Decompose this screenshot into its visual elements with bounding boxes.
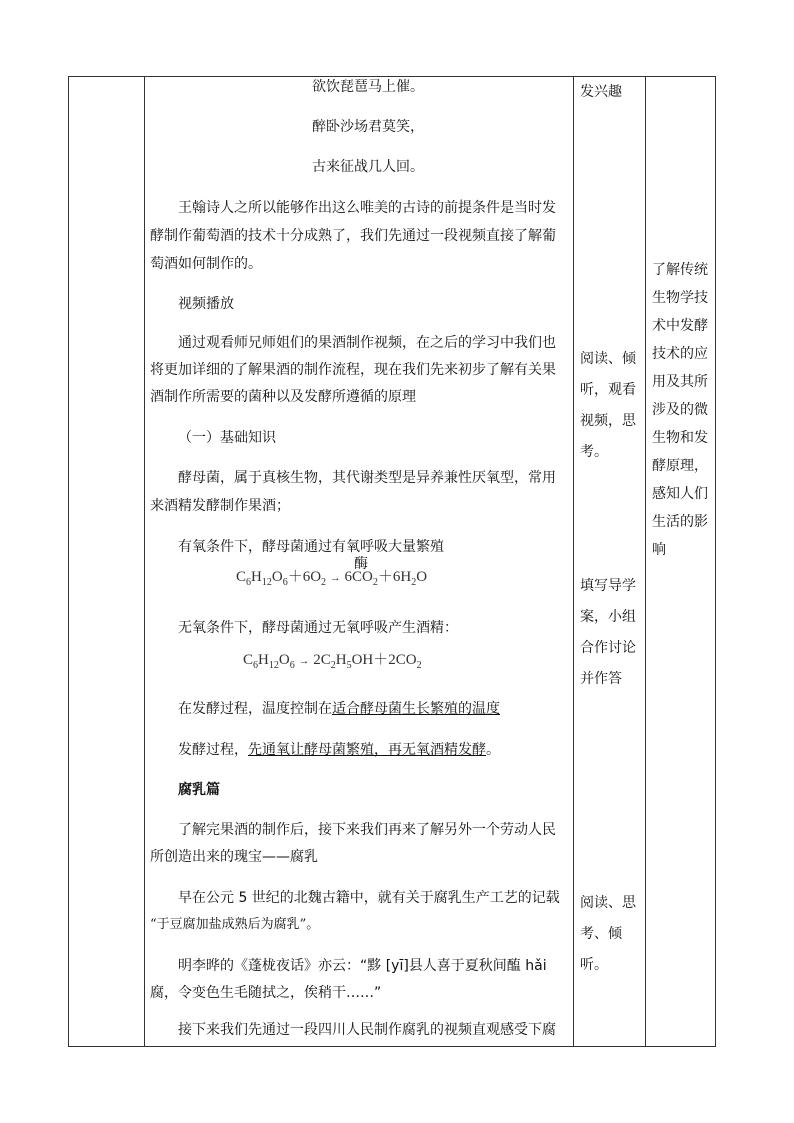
goal-text: 术中发酵 [652, 318, 708, 334]
student-activity: 案，小组 [580, 609, 636, 625]
video-paragraph: 通过观看师兄师姐们的果酒制作视频，在之后的学习中我们也 [178, 335, 556, 351]
student-activity: 填写导学 [580, 578, 636, 594]
goal-text: 生物学技 [652, 290, 708, 306]
equation-reactants: $C_6H_{12}O_6$ [243, 652, 295, 671]
temperature-text: 在发酵过程，温度控制在适合酵母菌生长繁殖的温度 [178, 701, 500, 717]
equation-anaerobic [243, 648, 422, 671]
student-activity: 视频，思 [580, 413, 636, 429]
student-activity: 并作答 [580, 671, 622, 687]
history-quote: “于豆腐加盐成熟后为腐乳”。 [150, 917, 320, 932]
poem-line: 欲饮琵琶马上催。 [312, 79, 424, 95]
reaction-arrow: → [298, 655, 310, 667]
last-line-text: 接下来我们先通过一段四川人民制作腐乳的视频直观感受下腐 [178, 1022, 556, 1038]
intro-text: 王翰诗人之所以能够作出这么唯美的古诗的前提条件是当时发 [178, 200, 556, 216]
enzyme-label: 酶 [354, 556, 368, 572]
anaerobic-label: 无氧条件下，酵母菌通过无氧呼吸产生酒精： [178, 620, 458, 636]
goal-text: 响 [652, 542, 666, 558]
process-text: 发酵过程，先通氧让酵母菌繁殖，再无氧酒精发酵。 [178, 742, 500, 758]
yeast-text: 酵母菌，属于真核生物，其代谢类型是异养兼性厌氧型，常用 [178, 470, 556, 486]
goal-text: 用及其所 [652, 374, 708, 390]
student-activity: 发兴趣 [580, 84, 622, 100]
goal-text: 酵原理， [652, 458, 708, 474]
ming-text: 明李晔的《蓬栊夜话》亦云：“黟 [yī]县人喜于夏秋间醢 hǎi [178, 958, 547, 974]
intro-text: 萄酒如何制作的。 [150, 256, 262, 272]
section-heading: （一）基础知识 [178, 430, 276, 446]
ming-text: 腐，令变色生毛随拭之，俟稍干……” [150, 985, 382, 1001]
goal-text: 涉及的微 [652, 402, 708, 418]
student-activity: 考、倾 [580, 926, 622, 942]
equation-reactants: $C_6H_{12}O_6+6O_2$ [236, 569, 327, 588]
column-divider [573, 77, 574, 1046]
goal-text: 感知人们 [652, 486, 708, 502]
video-paragraph: 酒制作所需要的菌种以及发酵所遵循的原理 [150, 389, 416, 405]
column-divider [144, 77, 145, 1046]
student-activity: 阅读、倾 [580, 351, 636, 367]
history-text: 早在公元 5 世纪的北魏古籍中，就有关于腐乳生产工艺的记载 [178, 890, 560, 906]
intro-text: 酵制作葡萄酒的技术十分成熟了，我们先通过一段视频直接了解葡 [150, 228, 556, 244]
student-activity: 合作讨论 [580, 640, 636, 656]
reaction-arrow: → [329, 572, 341, 584]
student-activity: 听，观看 [580, 382, 636, 398]
poem-line: 醉卧沙场君莫笑， [312, 119, 424, 135]
furu-heading: 腐乳篇 [178, 782, 220, 798]
poem-line: 古来征战几人回。 [312, 159, 424, 175]
goal-text: 生物和发 [652, 430, 708, 446]
goal-text: 生活的影 [652, 514, 708, 530]
yeast-text: 来酒精发酵制作果酒； [150, 498, 290, 514]
underlined-key-point: 先通氧让酵母菌繁殖，再无氧酒精发酵 [248, 742, 486, 758]
equation-products: $2C_2H_5OH+2CO_2$ [313, 652, 422, 671]
equation-aerobic [236, 565, 427, 588]
aerobic-label: 有氧条件下，酵母菌通过有氧呼吸大量繁殖 [178, 539, 444, 555]
video-label: 视频播放 [178, 296, 234, 312]
furu-intro: 所创造出来的瑰宝——腐乳 [150, 849, 318, 865]
goal-text: 技术的应 [652, 346, 708, 362]
column-divider [645, 77, 646, 1046]
video-paragraph: 将更加详细的了解果酒的制作流程，现在我们先来初步了解有关果 [150, 362, 556, 378]
equation-products: $6CO_2+6H_2O$ [344, 569, 428, 588]
underlined-key-point: 适合酵母菌生长繁殖的温度 [332, 701, 500, 717]
goal-text: 了解传统 [652, 262, 708, 278]
student-activity: 考。 [580, 444, 608, 460]
furu-intro: 了解完果酒的制作后，接下来我们再来了解另外一个劳动人民 [178, 822, 556, 838]
student-activity: 阅读、思 [580, 895, 636, 911]
student-activity: 听。 [580, 957, 608, 973]
